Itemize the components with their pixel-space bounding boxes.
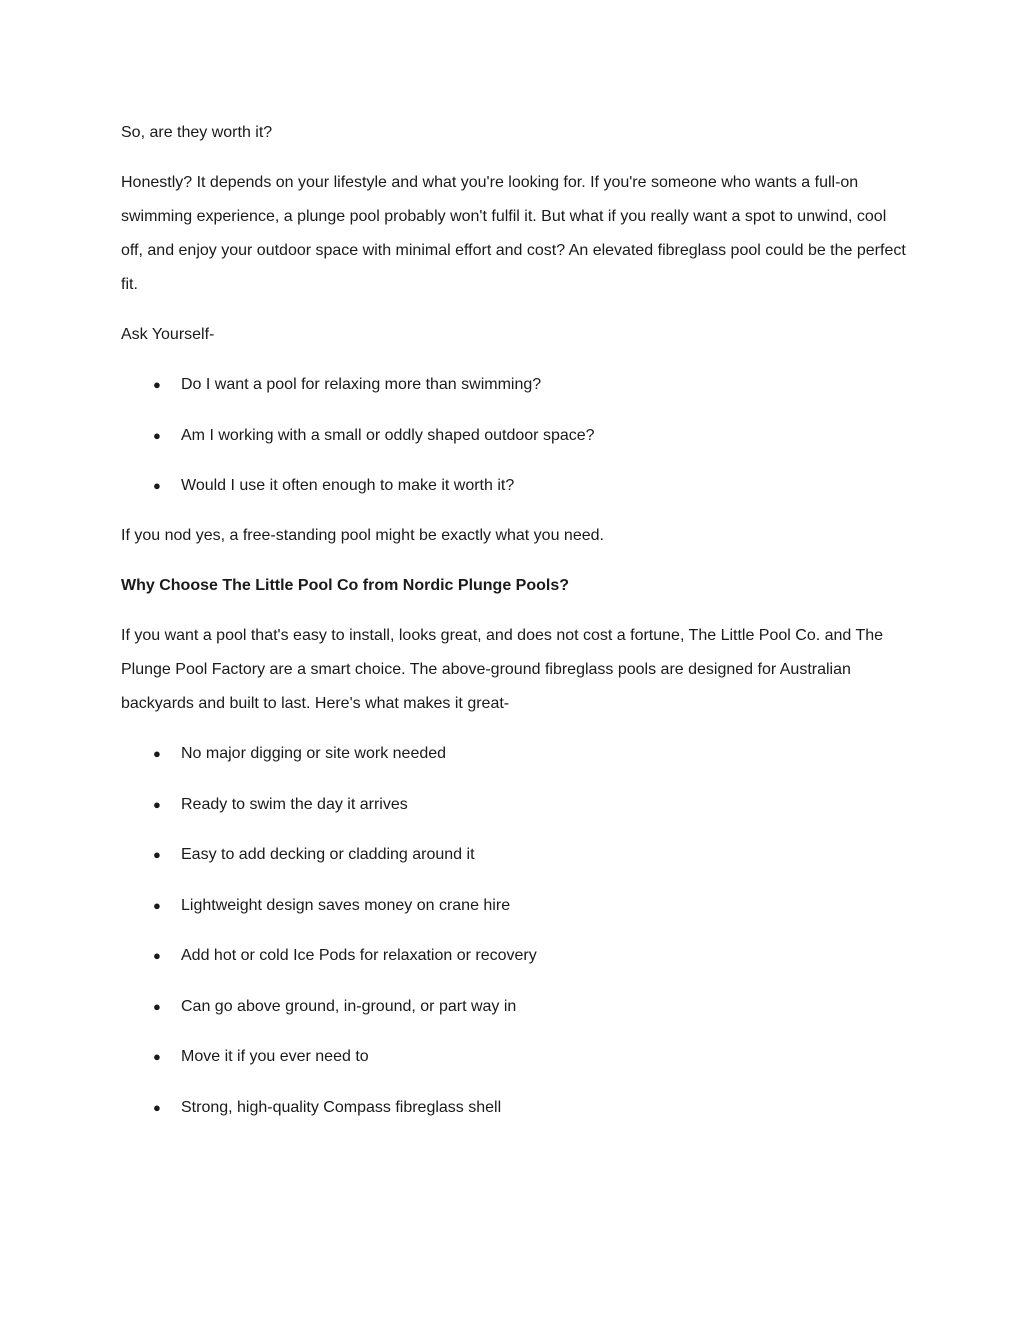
list-item-text: Ready to swim the day it arrives bbox=[181, 795, 408, 813]
bullet-icon: ● bbox=[153, 1099, 161, 1115]
list-item bbox=[121, 1040, 911, 1074]
list-item bbox=[121, 419, 911, 453]
list-item bbox=[121, 889, 911, 923]
ask-yourself-label: Ask Yourself- bbox=[121, 326, 215, 343]
list-item-text: Lightweight design saves money on crane hire bbox=[181, 896, 511, 914]
list-item bbox=[121, 838, 911, 872]
intro-answer-paragraph: Honestly? It depends on your lifestyle and what you're looking for. If you're someone who wants a full-on swimming experience, a plunge pool probably won't fulfil it. But what if you really want a spot to unwind, cool off, and enjoy your outdoor space with minimal effort and cost? An elevated fibreglass pool could be the perfect fit. bbox=[121, 174, 906, 293]
list-item-text: Add hot or cold Ice Pods for relaxation or recovery bbox=[181, 947, 537, 964]
list-item-text: Move it if you ever need to bbox=[181, 1048, 369, 1065]
list-item bbox=[121, 1091, 911, 1125]
list-item bbox=[121, 469, 911, 503]
bullet-icon: ● bbox=[153, 746, 161, 761]
bullet-icon: ● bbox=[153, 427, 161, 443]
bullet-icon: ● bbox=[153, 478, 161, 493]
bullet-icon: ● bbox=[153, 1049, 161, 1064]
list-item-text: Do I want a pool for relaxing more than swimming? bbox=[181, 376, 542, 393]
ask-conclusion: If you nod yes, a free-standing pool might be exactly what you need. bbox=[121, 527, 604, 544]
bullet-icon: ● bbox=[153, 796, 161, 812]
list-item bbox=[121, 368, 911, 402]
bullet-icon: ● bbox=[153, 377, 161, 392]
list-item-text: Am I working with a small or oddly shaped outdoor space? bbox=[181, 426, 595, 444]
section-heading: Why Choose The Little Pool Co from Nordic Plunge Pools? bbox=[121, 577, 570, 594]
list-item bbox=[121, 939, 911, 973]
bullet-icon: ● bbox=[153, 998, 161, 1014]
features-list bbox=[121, 737, 911, 1125]
list-item-text: No major digging or site work needed bbox=[181, 745, 447, 762]
bullet-icon: ● bbox=[153, 847, 161, 862]
why-paragraph: If you want a pool that's easy to install, looks great, and does not cost a fortune, The Little Pool Co. and The Plunge Pool Factory are a smart choice. The above-ground fibreglass pools are designed for Australian backyards and built to last. Here's what makes it great- bbox=[121, 627, 884, 712]
list-item-text: Would I use it often enough to make it worth it? bbox=[181, 477, 515, 494]
list-item bbox=[121, 737, 911, 771]
bullet-icon: ● bbox=[153, 897, 161, 913]
document-page bbox=[121, 116, 911, 1141]
list-item bbox=[121, 990, 911, 1024]
list-item bbox=[121, 788, 911, 822]
list-item-text: Easy to add decking or cladding around it bbox=[181, 846, 475, 863]
ask-yourself-list bbox=[121, 368, 911, 503]
bullet-icon: ● bbox=[153, 948, 161, 963]
list-item-text: Can go above ground, in-ground, or part way in bbox=[181, 997, 517, 1015]
list-item-text: Strong, high-quality Compass fibreglass shell bbox=[181, 1098, 502, 1116]
intro-question: So, are they worth it? bbox=[121, 124, 273, 141]
